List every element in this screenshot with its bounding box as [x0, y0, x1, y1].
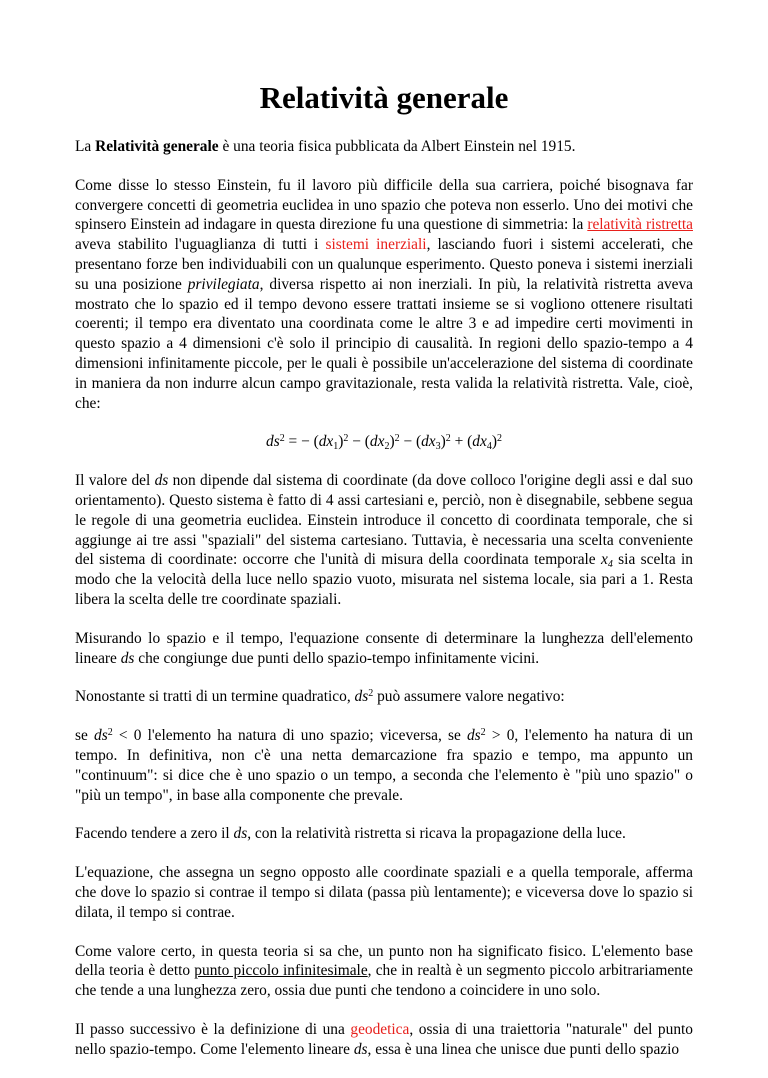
eq-dx: dx: [369, 433, 385, 451]
italic-ds: ds: [154, 472, 169, 490]
document-page: [75, 80, 693, 1078]
text: L'equazione, che assegna un segno opposto alle coordinate spaziali e a quella temporale, afferma che dove lo spazio si contrae il tempo si dilata (passa più lentamente); e viceversa dove lo spazio si dilata, il tempo si contrae.: [75, 864, 693, 921]
eq-text: − (: [348, 433, 370, 451]
eq-sub: 4: [486, 441, 492, 453]
subscript: 4: [607, 559, 613, 571]
text: può assumere valore negativo:: [373, 688, 565, 706]
superscript: 2: [368, 688, 374, 700]
eq-text: ): [440, 433, 446, 451]
paragraph-measurement: [75, 629, 693, 669]
eq-sub: 1: [333, 441, 339, 453]
text: > 0, l'elemento ha natura di un tempo. In definitiva, non c'è una netta demarcazione fra spazio e tempo, ma appunto un "continuum": si dice che è uno spazio o un tempo, a seconda che l'elemento è "più uno spazio" o "più un tempo", in base alla componente che prevale.: [75, 727, 693, 804]
italic-ds: ds: [94, 727, 108, 745]
paragraph-light: [75, 824, 693, 844]
eq-dx: dx: [421, 433, 436, 451]
eq-exp: 2: [445, 433, 451, 445]
eq-sub: 3: [435, 441, 441, 453]
link-relativita-ristretta[interactable]: relatività ristretta: [587, 216, 693, 234]
italic-ds: ds: [233, 825, 248, 843]
link-sistemi-inerziali[interactable]: sistemi inerziali: [325, 236, 427, 254]
paragraph-ds-value: [75, 471, 693, 610]
text: , ossia di una traiettoria "naturale" del punto nello spazio-tempo. Come l'elemento lineare: [75, 1020, 693, 1058]
eq-exp: 2: [394, 433, 400, 445]
paragraph-intro: [75, 137, 693, 157]
text: se: [75, 727, 95, 745]
text: Il passo successivo è la definizione di una: [75, 1020, 351, 1038]
text: , che in realtà è un segmento piccolo arbitrariamente che tende a una lunghezza zero, ossia due punti che tendono a coincidere in uno solo.: [75, 962, 693, 1000]
text: Il valore del: [75, 472, 155, 490]
text: Come valore certo, in questa teoria si sa che, un punto non ha significato fisico. L'elemento base della teoria è detto: [75, 942, 693, 980]
eq-text: ): [338, 433, 344, 451]
paragraph-continuum: [75, 726, 693, 805]
italic-term: privilegiata: [187, 275, 260, 293]
bold-term: Relatività generale: [95, 138, 219, 155]
eq-text: = − (: [284, 433, 319, 451]
text: La: [75, 138, 96, 155]
text: , con la relatività ristretta si ricava la propagazione della luce.: [247, 825, 626, 843]
text: che congiunge due punti dello spazio-tempo infinitamente vicini.: [134, 649, 540, 667]
text: < 0 l'elemento ha natura di uno spazio; viceversa, se: [112, 727, 467, 745]
page-title: Relatività generale: [259, 80, 509, 115]
superscript: 2: [107, 727, 113, 739]
eq-exp: 2: [496, 433, 502, 445]
eq-dx: dx: [318, 433, 334, 451]
text: Facendo tendere a zero il: [75, 825, 234, 843]
superscript: 2: [480, 727, 486, 739]
metric-equation: [75, 432, 693, 452]
text: Come disse lo stesso Einstein, fu il lavoro più difficile della sua carriera, poiché bisognava far convergere concetti di geometria euclidea in uno spazio che poteva non esserlo. Uno dei motivi che spinsero Einstein ad indagare in questa direzione fu una questione di simmetria: la: [75, 176, 693, 234]
eq-exp: 2: [279, 433, 285, 445]
eq-exp: 2: [343, 433, 349, 445]
paragraph-point: [75, 942, 693, 1001]
italic-x: x: [600, 551, 608, 569]
text: non dipende dal sistema di coordinate (da dove colloco l'origine degli assi e dal suo orientamento). Questo sistema è fatto di 4 assi cartesiani e, perciò, non è disegnabile, sebbene segua le regole di una geometria euclidea. Einstein introduce il concetto di coordinata temporale, che si aggiunge ai tre assi "spaziali" del sistema cartesiano. Tuttavia, è necessaria una scelta conveniente del sistema di coordinate: occorre che l'unità di misura della coordinata temporale: [75, 472, 694, 569]
eq-text: + (: [450, 433, 473, 451]
eq-sub: 2: [384, 441, 390, 453]
paragraph-geodesic: [75, 1020, 693, 1060]
text: , lasciando fuori i sistemi accelerati, che presentano forze ben individuabili con un qualunque esperimento. Questo poneva i sistemi inerziali su una posizione: [75, 236, 694, 293]
text: , essa è una linea che unisce due punti dello spazio: [367, 1040, 680, 1058]
text: Nonostante si tratti di un termine quadratico,: [75, 688, 355, 706]
paragraph-sign: [75, 863, 693, 922]
italic-ds: ds: [354, 688, 369, 706]
italic-ds: ds: [120, 649, 135, 667]
link-punto-piccolo[interactable]: punto piccolo infinitesimale: [194, 962, 368, 980]
text: , diversa rispetto ai non inerziali. In più, la relatività ristretta aveva mostrato che lo spazio ed il tempo devono essere trattati insieme se si vogliono ottenere risultati coerenti; il tempo era diventato una coordinata come le altre 3 e ad impedire certi movimenti in questo spazio a 4 dimensioni c'è solo il principio di causalità. In regioni dello spazio-tempo a 4 dimensioni infinitamente piccole, per le quali è possibile un'accelerazione del sistema di coordinate in maniera da non indurre alcun campo gravitazionale, resta valida la relatività ristretta. Vale, cioè, che:: [75, 275, 693, 412]
paragraph-history: [75, 176, 693, 414]
text: è una teoria fisica pubblicata da Albert Einstein nel 1915.: [218, 138, 576, 155]
text: aveva stabilito l'uguaglianza di tutti i: [75, 236, 326, 254]
eq-text: ): [491, 433, 497, 451]
eq-text: ): [389, 433, 395, 451]
text: sia scelta in modo che la velocità della luce nello spazio vuoto, misurata nel sistema locale, sia pari a 1. Resta libera la scelta delle tre coordinate spaziali.: [75, 551, 693, 608]
italic-ds: ds: [466, 727, 481, 745]
eq-dx: dx: [472, 433, 487, 451]
eq-text: − (: [399, 433, 422, 451]
eq-ds: ds: [266, 433, 280, 451]
paragraph-quadratic: [75, 687, 693, 707]
text: Misurando lo spazio e il tempo, l'equazione consente di determinare la lunghezza dell'elemento lineare: [75, 629, 693, 667]
italic-ds: ds: [353, 1040, 368, 1058]
link-geodetica[interactable]: geodetica: [350, 1020, 410, 1038]
